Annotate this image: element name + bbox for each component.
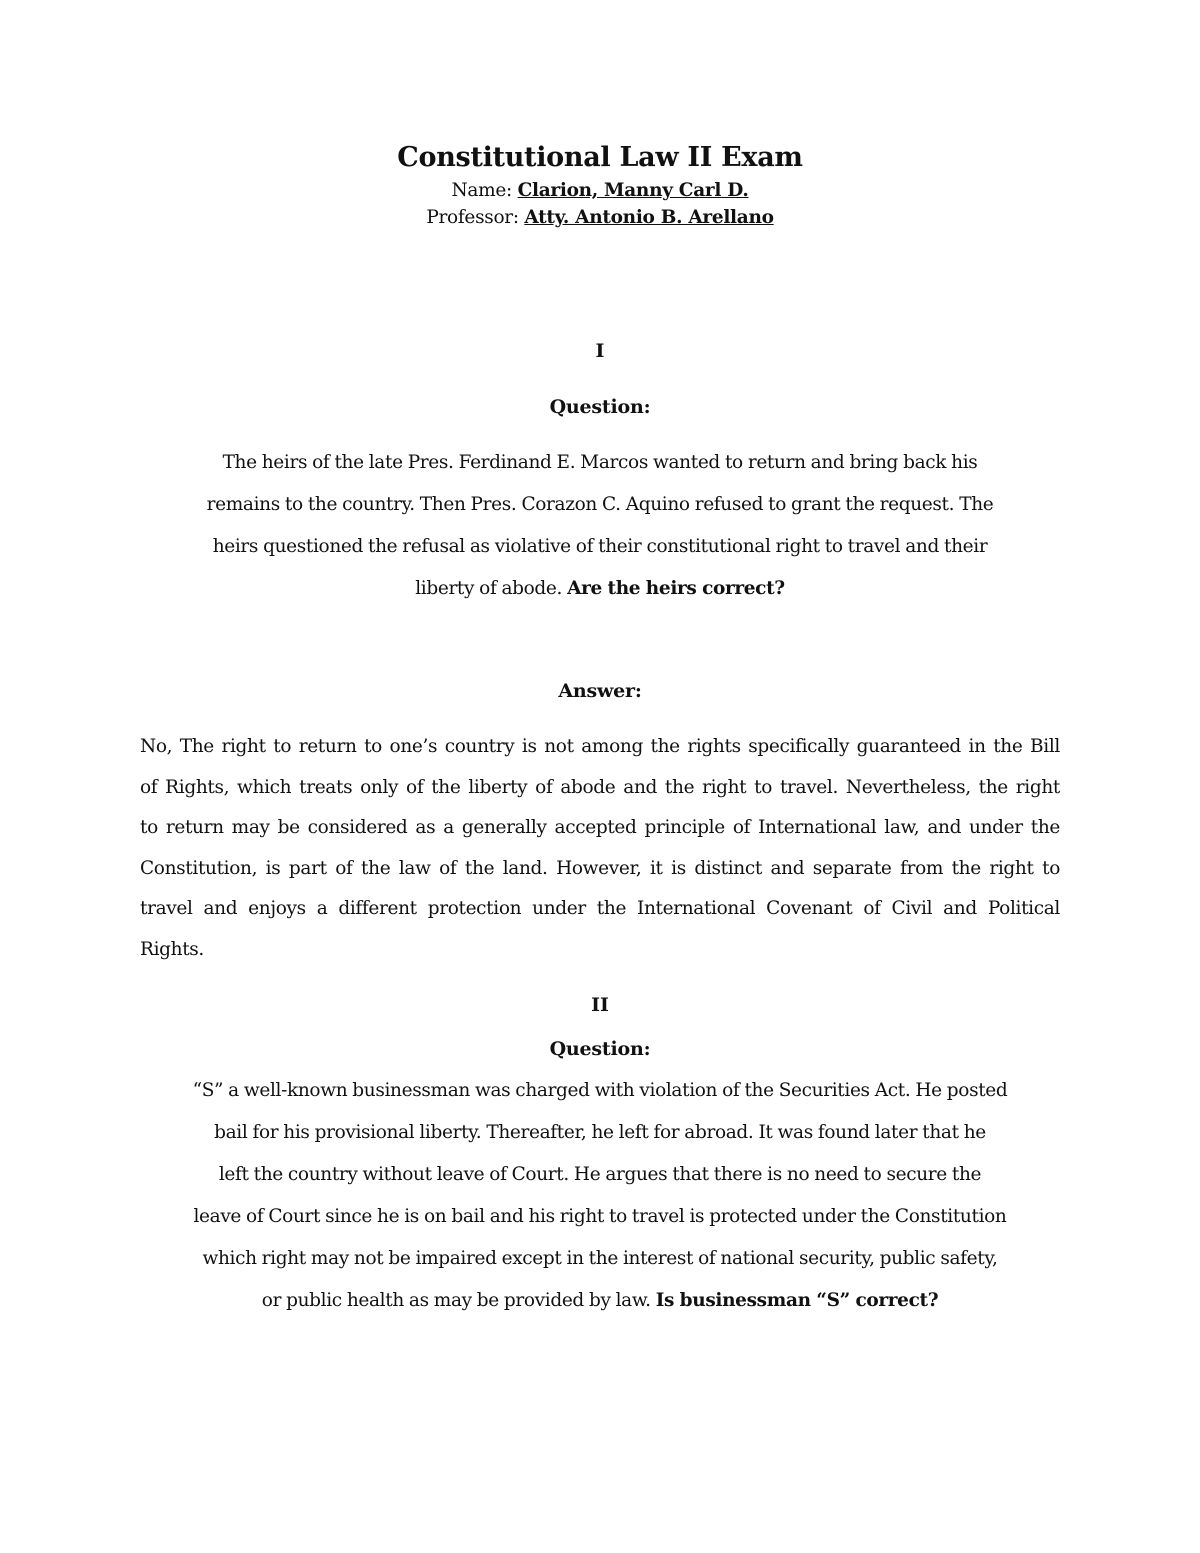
- question-line: heirs questioned the refusal as violative of their constitutional right to travel and their: [212, 536, 988, 557]
- question-line: [140, 1280, 1060, 1322]
- question-line: The heirs of the late Pres. Ferdinand E. Marcos wanted to return and bring back his: [222, 452, 978, 473]
- student-name: Clarion, Manny Carl D.: [517, 180, 749, 201]
- question-line: leave of Court since he is on bail and his right to travel is protected under the Constitution: [193, 1206, 1007, 1227]
- section-number: I: [595, 340, 605, 362]
- question-line: [140, 568, 1060, 610]
- answer-line: Constitution, is part of the law of the land. However, it is distinct and separate from the right to: [140, 857, 1060, 879]
- question-text: [140, 1070, 1060, 1322]
- answer-text: [140, 727, 1060, 971]
- exam-page: [140, 0, 1060, 1553]
- question-line-text: or public health as may be provided by law.: [261, 1290, 656, 1311]
- answer-line: Rights.: [140, 938, 204, 960]
- question-prompt: Are the heirs correct?: [567, 578, 785, 599]
- professor-line: [140, 207, 1060, 228]
- document-title: Constitutional Law II Exam: [397, 142, 803, 173]
- question-line: left the country without leave of Court. He argues that there is no need to secure the: [218, 1164, 982, 1185]
- professor-label: Professor:: [426, 207, 525, 228]
- answer-heading: Answer:: [558, 680, 642, 702]
- question-line: bail for his provisional liberty. Thereafter, he left for abroad. It was found later that he: [214, 1122, 986, 1143]
- answer-line: travel and enjoys a different protection under the International Covenant of Civil and Political: [140, 898, 1060, 920]
- student-name-line: [140, 180, 1060, 201]
- question-prompt: Is businessman “S” correct?: [655, 1290, 939, 1311]
- answer-line: to return may be considered as a generally accepted principle of International law, and under the: [140, 817, 1060, 839]
- answer-line: of Rights, which treats only of the liberty of abode and the right to travel. Nevertheless, the right: [140, 776, 1060, 798]
- question-line: which right may not be impaired except in the interest of national security, public safety,: [202, 1248, 998, 1269]
- question-heading: Question:: [549, 396, 651, 418]
- answer-line: No, The right to return to one’s country is not among the rights specifically guaranteed in the Bill: [140, 736, 1060, 757]
- question-heading: Question:: [549, 1038, 651, 1060]
- question-line: remains to the country. Then Pres. Corazon C. Aquino refused to grant the request. The: [206, 494, 994, 515]
- professor-name: Atty. Antonio B. Arellano: [524, 207, 774, 228]
- question-line: “S” a well-known businessman was charged with violation of the Securities Act. He posted: [192, 1080, 1008, 1101]
- section-number: II: [591, 994, 609, 1016]
- question-line-text: liberty of abode.: [415, 578, 568, 599]
- question-text: [140, 442, 1060, 610]
- name-label: Name:: [451, 180, 518, 201]
